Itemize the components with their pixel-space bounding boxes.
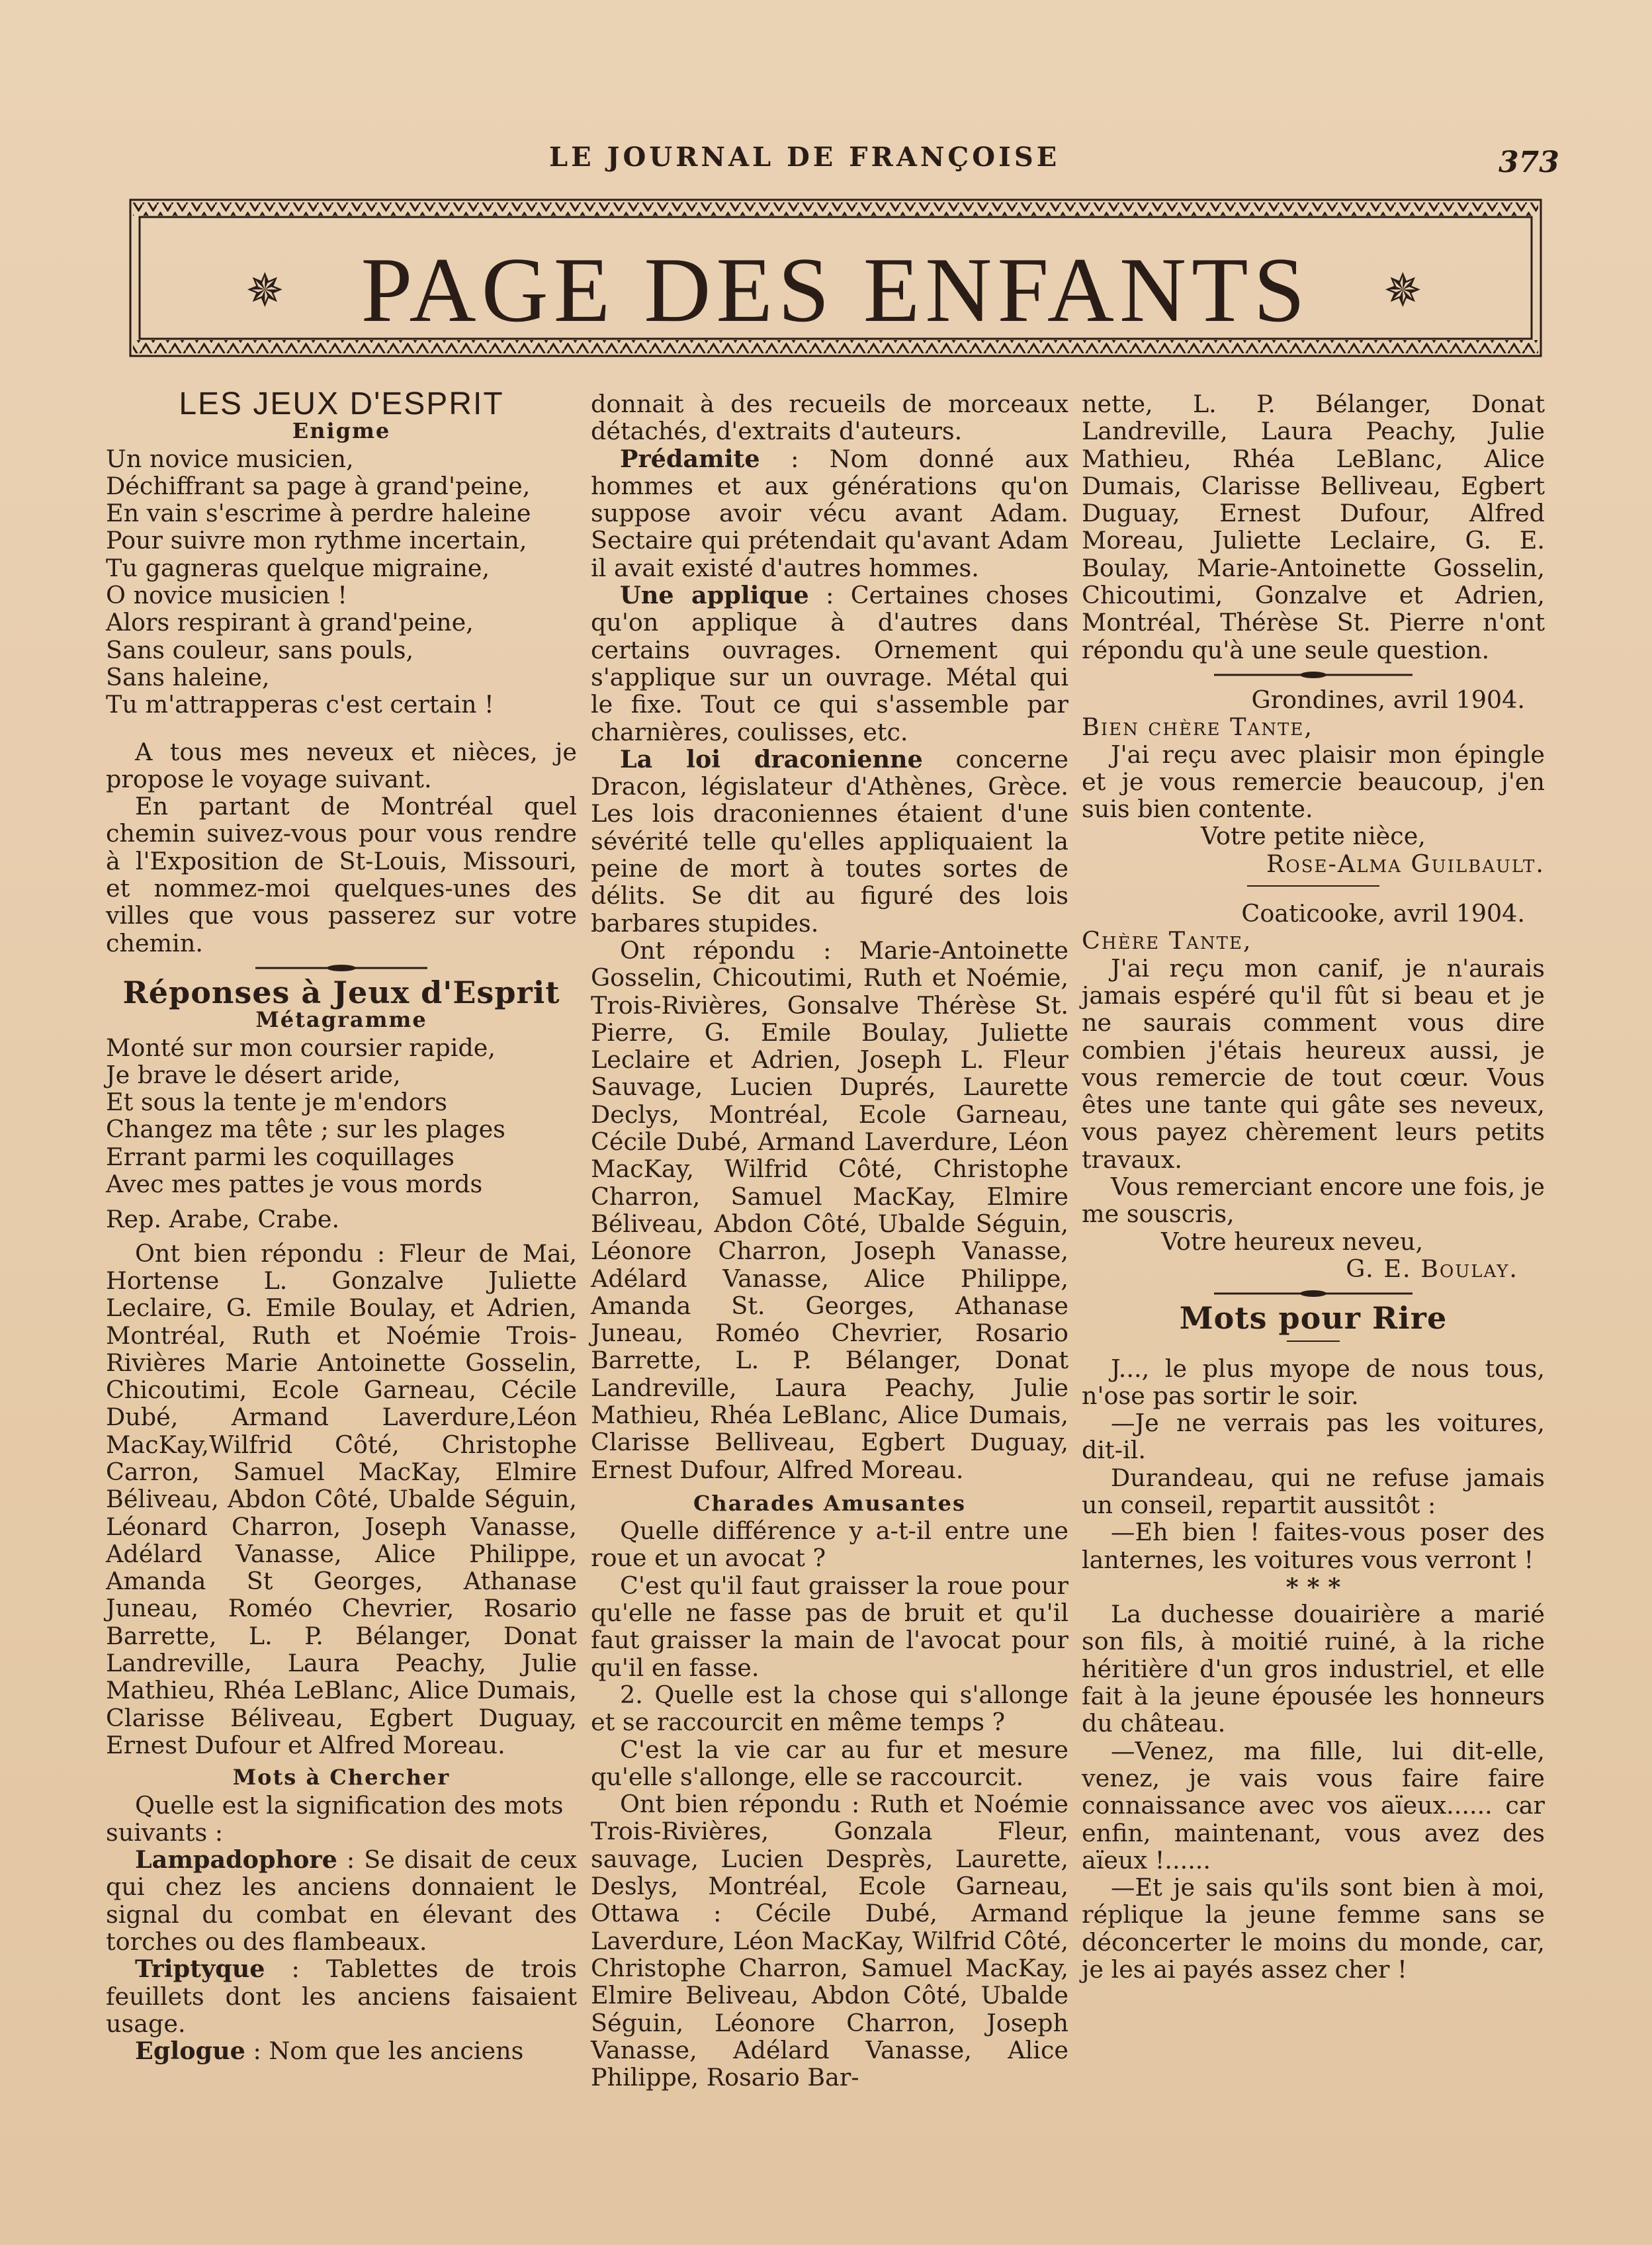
column-2	[591, 390, 1068, 2091]
definition-loi-draconienne	[591, 746, 1068, 937]
page-banner	[128, 197, 1543, 359]
poem-line: En vain s'escrime à perdre haleine	[106, 499, 531, 528]
respondents-continuation: nette, L. P. Bélanger, Donat Landreville, Laura Peachy, Julie Mathieu, Rhéa LeBlanc, Alice Dumais, Clarisse Belliveau, Egbert Duguay, Ernest Dufour, Alfred Moreau, Juliette Leclaire, G. E. Boulay, Marie-Antoinette Gosselin, Chicoutimi, Gonzalve et Adrien, Montréal, Thérèse St. Pierre n'ont répondu qu'à une seule question.	[1082, 390, 1545, 664]
journal-title: LE JOURNAL DE FRANÇOISE	[549, 142, 1061, 173]
definition: : Certaines choses qu'on applique à d'autres dans certains ouvrages. Ornement qui s'applique sur un ouvrage. Métal qui le fixe. Tout ce qui s'assemble par charnières, coulisses, etc.	[591, 581, 1068, 746]
poem-line: Pour suivre mon rythme incertain,	[106, 526, 527, 555]
respondents-list: Ont bien répondu : Fleur de Mai, Hortense L. Gonzalve Juliette Leclaire, G. Emile Boulay, et Adrien, Montréal, Ruth et Noémie Trois-Rivières Marie Antoinette Gosselin, Chicoutimi, Ecole Garneau, Cécile Dubé, Armand Laverdure,Léon MacKay,Wilfrid Côté, Christophe Carron, Samuel MacKay, Elmire Béliveau, Abdon Côté, Ubalde Séguin, Léonard Charron, Joseph Vanasse, Adélard Vanasse, Alice Philippe, Amanda St Georges, Athanase Juneau, Roméo Chevrier, Rosario Barrette, L. P. Bélanger, Donat Landreville, Laura Peachy, Julie Mathieu, Rhéa LeBlanc, Alice Dumais, Clarisse Béliveau, Egbert Duguay, Ernest Dufour et Alfred Moreau.	[106, 1239, 577, 1759]
joke-paragraph: Durandeau, qui ne refuse jamais un conseil, repartit aussitôt :	[1082, 1463, 1545, 1519]
term: La loi draconienne	[620, 744, 923, 773]
definition-lampadophore	[106, 1846, 577, 1955]
letter-place-date: Coaticooke, avril 1904.	[1241, 899, 1525, 928]
joke-paragraph: —Et je sais qu'ils sont bien à moi, réplique la jeune femme sans se déconcerter le moins du monde, car, je les ai payés assez cher !	[1082, 1873, 1545, 1984]
banner-title: PAGE DES ENFANTS	[361, 239, 1311, 341]
letter-body: J'ai reçu mon canif, je n'aurais jamais espéré qu'il fût si beau et je ne saurais comment vous dire combien j'étais heureux aussi, je vous remercie de tout cœur. Vous êtes une tante qui gâte ses neveux, vous payez chèrement leurs petits travaux.	[1082, 953, 1545, 1174]
respondents-list: Ont bien répondu : Ruth et Noémie Trois-Rivières, Gonzala Fleur, sauvage, Lucien Desprès, Laurette, Deslys, Montréal, Ecole Garneau, Ottawa : Cécile Dubé, Armand Laverdure, Léon MacKay, Wilfrid Côté, Christophe Charron, Samuel MacKay, Elmire Beliveau, Abdon Côté, Ubalde Séguin, Léonore Charron, Joseph Vanasse, Adélard Vanasse, Alice Philippe, Rosario Bar-	[591, 1790, 1068, 2092]
letter-grondines	[1082, 686, 1545, 877]
poem-line: Un novice musicien,	[106, 444, 354, 473]
reponses-title: Réponses à Jeux d'Esprit	[122, 974, 560, 1010]
charades-title: Charades Amusantes	[693, 1490, 967, 1516]
metagramme-title: Métagramme	[255, 1007, 427, 1033]
charade-question: Quelle différence y a-t-il entre une roue et un avocat ?	[591, 1517, 1068, 1573]
poem-line: Et sous la tente je m'endors	[106, 1088, 447, 1117]
poem-line: O novice musicien !	[106, 581, 347, 610]
charade-question: 2. Quelle est la chose qui s'allonge et se raccourcit en même temps ?	[591, 1680, 1068, 1737]
ornamental-rule	[255, 963, 427, 973]
letter-coaticooke	[1082, 900, 1545, 1282]
mots-intro: Quelle est la signification des mots suivants :	[106, 1790, 564, 1847]
charade-answer: C'est qu'il faut graisser la roue pour qu'elle ne fasse pas de bruit et qu'il faut graisser la main de l'avocat pour qu'il en fasse.	[591, 1571, 1068, 1682]
ornamental-rule	[1214, 1289, 1413, 1298]
joke-paragraph: La duchesse douairière a marié son fils, à moitié ruiné, à la riche héritière d'un gros industriel, et elle fait à la jeune épousée les honneurs du château.	[1082, 1600, 1545, 1738]
poem-line: Sans couleur, sans pouls,	[106, 635, 414, 664]
column-1	[106, 386, 577, 2066]
page-number: 373	[1499, 146, 1559, 179]
poem-line: Je brave le désert aride,	[106, 1060, 401, 1089]
mots-pour-rire-title: Mots pour Rire	[1179, 1300, 1448, 1337]
right-star-ornament: ✵	[1383, 263, 1422, 318]
definition-eglogue	[106, 2037, 577, 2064]
voyage-question: En partant de Montréal quel chemin suivez-vous pour vous rendre à l'Exposition de St-Louis, Missouri, et nommez-moi quelques-unes des villes que vous passerez sur votre chemin.	[106, 792, 577, 957]
poem-line: Errant parmi les coquillages	[106, 1142, 455, 1171]
poem-line: Monté sur mon coursier rapide,	[106, 1033, 496, 1062]
poem-line: Changez ma tête ; sur les plages	[106, 1115, 505, 1144]
left-star-ornament: ✵	[245, 263, 284, 318]
definition: concerne Dracon, législateur d'Athènes, Grèce. Les lois draconiennes étaient d'une sévérité telle qu'elles appliquaient la peine de mort à toutes sortes de délits. Se dit au figuré des lois barbares stupides.	[591, 744, 1068, 938]
letter-closing: Votre petite nièce,	[1201, 822, 1426, 851]
poem-line: Alors respirant à grand'peine,	[106, 608, 474, 637]
running-header	[0, 142, 1652, 181]
poem-line: Avec mes pattes je vous mords	[106, 1170, 483, 1199]
column-3	[1082, 390, 1545, 1983]
ornamental-rule	[1214, 670, 1413, 680]
charade-answer: C'est la vie car au fur et mesure qu'elle s'allonge, elle se raccourcit.	[591, 1735, 1068, 1791]
joke-paragraph: —Eh bien ! faites-vous poser des lanternes, les voitures vous verront !	[1082, 1518, 1545, 1574]
letter-signature: G. E. Boulay.	[1346, 1254, 1518, 1283]
definition: : Se disait de ceux qui chez les anciens donnaient le signal du combat en élevant des torches ou des flambeaux.	[106, 1845, 577, 1957]
respondents-list: Ont répondu : Marie-Antoinette Gosselin, Chicoutimi, Ruth et Noémie, Trois-Rivières, Gonsalve Thérèse St. Pierre, G. Emile Boulay, Juliette Leclaire et Adrien, Joseph L. Fleur Sauvage, Lucien Duprés, Laurette Declys, Montréal, Ecole Garneau, Cécile Dubé, Armand Laverdure, Léon MacKay, Wilfrid Côté, Christophe Charron, Samuel MacKay, Elmire Béliveau, Abdon Côté, Ubalde Séguin, Léonore Charron, Joseph Vanasse, Adélard Vanasse, Alice Philippe, Amanda St. Georges, Athanase Juneau, Roméo Chevrier, Rosario Barrette, L. P. Bélanger, Donat Landreville, Laura Peachy, Julie Mathieu, Rhéa LeBlanc, Alice Dumais, Clarisse Belliveau, Egbert Duguay, Ernest Dufour, Alfred Moreau.	[591, 936, 1068, 1484]
definition-applique	[591, 582, 1068, 746]
mots-chercher-title: Mots à Chercher	[232, 1765, 451, 1790]
jeux-esprit-title: LES JEUX D'ESPRIT	[179, 386, 504, 421]
letter-closing: Votre heureux neveu,	[1161, 1227, 1424, 1256]
definition: : Nom donné aux hommes et aux générations qu'on suppose avoir vécu avant Adam. Sectaire qui prétendait qu'avant Adam il avait existé d'autres hommes.	[591, 444, 1068, 582]
letter-signature: Rose-Alma Guilbault.	[1266, 849, 1545, 878]
term: Une applique	[620, 581, 809, 610]
separator-rule	[1247, 884, 1379, 893]
letter-place-date: Grondines, avril 1904.	[1251, 685, 1525, 714]
asterism-separator: * * *	[1285, 1572, 1341, 1601]
definition: : Tablettes de trois feuillets dont les anciens faisaient usage.	[106, 1955, 577, 2038]
joke-paragraph: J..., le plus myope de nous tous, n'ose pas sortir le soir.	[1082, 1354, 1545, 1410]
term: Triptyque	[135, 1955, 265, 1984]
eglogue-continuation: donnait à des recueils de morceaux détachés, d'extraits d'auteurs.	[591, 390, 1068, 446]
joke-paragraph: —Venez, ma fille, lui dit-elle, venez, je vais vous faire faire connaissance avec vos aïeux...... car enfin, maintenant, vous avez des aïeux !......	[1082, 1736, 1545, 1874]
metagramme-answer: Rep. Arabe, Crabe.	[106, 1205, 340, 1234]
term: Prédamite	[620, 444, 760, 473]
poem-line: Tu m'attrapperas c'est certain !	[106, 690, 494, 719]
metagramme-poem	[106, 1034, 577, 1198]
poem-line: Tu gagneras quelque migraine,	[106, 553, 490, 582]
poem-line: Sans haleine,	[106, 662, 270, 691]
letter-body: Vous remerciant encore une fois, je me souscris,	[1082, 1172, 1545, 1229]
enigme-title: Enigme	[292, 418, 391, 444]
letter-salutation: Bien chère Tante,	[1082, 713, 1313, 742]
enigme-poem	[106, 445, 577, 719]
voyage-paragraph: A tous mes neveux et nièces, je propose le voyage suivant.	[106, 737, 577, 793]
definition-predamite	[591, 445, 1068, 582]
definition-triptyque	[106, 1955, 577, 2037]
definition: : Nom que les anciens	[245, 2037, 524, 2066]
poem-line: Déchiffrant sa page à grand'peine,	[106, 471, 531, 500]
separator-rule	[1287, 1339, 1340, 1348]
joke-paragraph: —Je ne verrais pas les voitures, dit-il.	[1082, 1409, 1545, 1465]
term: Lampadophore	[135, 1845, 337, 1874]
letter-body: J'ai reçu avec plaisir mon épingle et je vous remercie beaucoup, j'en suis bien contente.	[1082, 740, 1545, 824]
term: Eglogue	[135, 2037, 245, 2066]
letter-salutation: Chère Tante,	[1082, 926, 1252, 955]
